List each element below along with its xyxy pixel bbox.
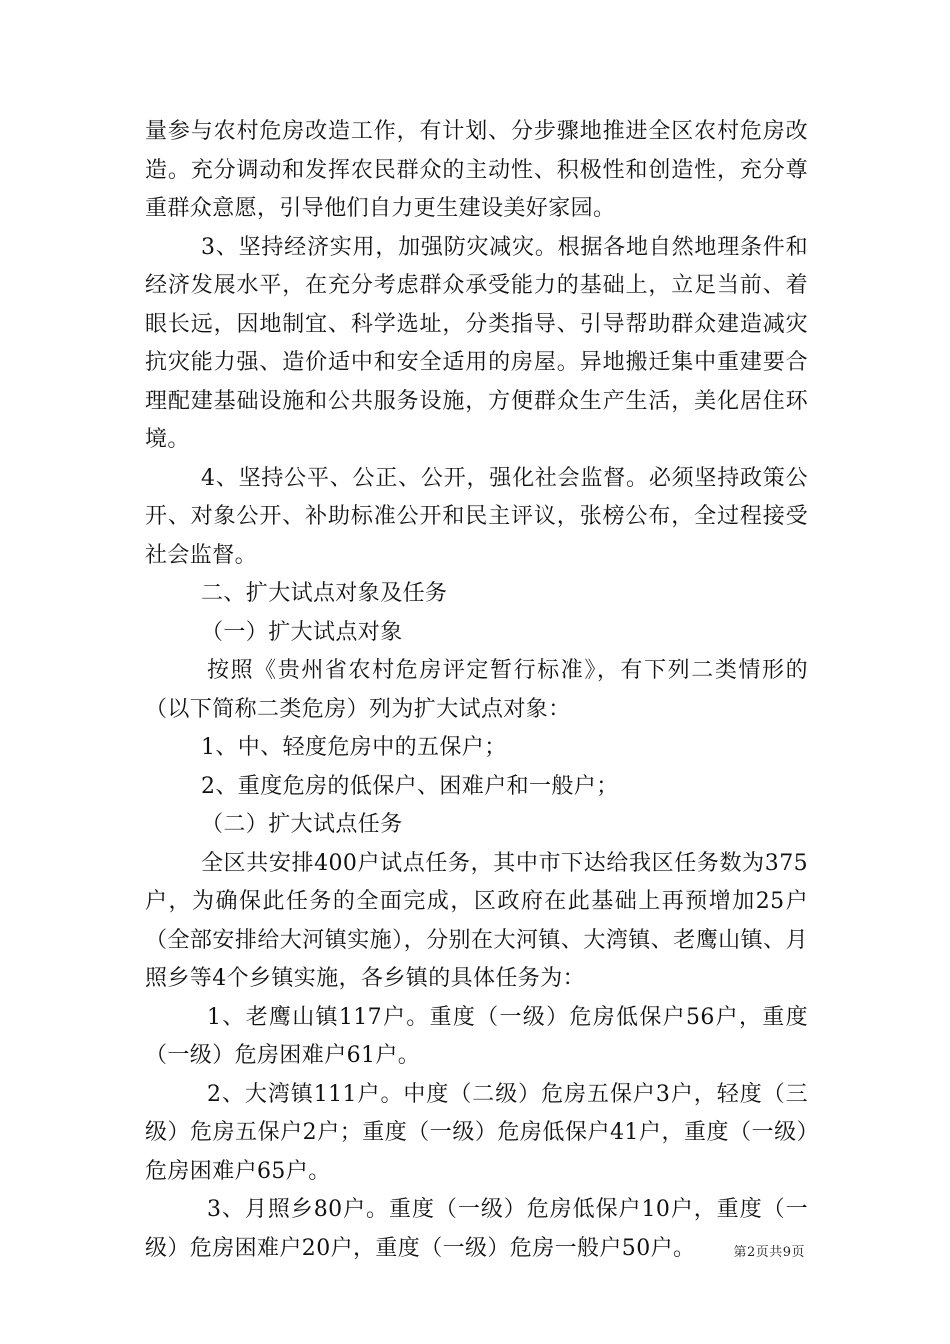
list-item-2: 2、重度危房的低保户、困难户和一般户；	[201, 773, 619, 799]
paragraph-principle-3: 3、坚持经济实用，加强防灾减灾。根据各地自然地理条件和经济发展水平，在充分考虑群众承受能力的基础上，立足当前、着眼长远，因地制宜、科学选址，分类指导、引导帮助群众建造减灾抗灾能力强、造价适中和安全适用的房屋。异地搬迁集中重建要合理配建基础设施和公共服务设施，方便群众生产生活，美化居住环境。	[145, 234, 808, 452]
task-item-1: 1、老鹰山镇117户。重度（一级）危房低保户56户，重度（一级）危房困难户61户。	[145, 1004, 808, 1068]
subsection-heading-2: （二）扩大试点任务	[201, 812, 403, 837]
paragraph-continuation: 量参与农村危房改造工作，有计划、分步骤地推进全区农村危房改造。充分调动和发挥农民群众的主动性、积极性和创造性，充分尊重群众意愿，引导他们自力更生建设美好家园。	[145, 119, 808, 221]
paragraph-task-summary: 全区共安排400户试点任务，其中市下达给我区任务数为375户，为确保此任务的全面完成，区政府在此基础上再预增加25户（全部安排给大河镇实施），分别在大河镇、大湾镇、老鹰山镇、月照乡等4个乡镇实施，各乡镇的具体任务为：	[145, 850, 808, 991]
paragraph-principle-4: 4、坚持公平、公正、公开，强化社会监督。必须坚持政策公开、对象公开、补助标准公开和民主评议，张榜公布，全过程接受社会监督。	[145, 465, 808, 568]
task-item-2: 2、大湾镇111户。中度（二级）危房五保户3户，轻度（三级）危房五保户2户；重度（一级）危房低保户41户，重度（一级）危房困难户65户。	[145, 1081, 808, 1184]
document-body	[145, 113, 808, 1268]
list-item-1: 1、中、轻度危房中的五保户；	[201, 735, 507, 760]
paragraph-criteria: 按照《贵州省农村危房评定暂行标准》，有下列二类情形的（以下简称二类危房）列为扩大试点对象：	[145, 658, 808, 722]
subsection-heading-1: （一）扩大试点对象	[201, 619, 403, 645]
task-item-3: 3、月照乡80户。重度（一级）危房低保户10户，重度（一级）危房困难户20户，重度（一级）危房一般户50户。	[145, 1197, 808, 1261]
page-number: 第2页共9页	[733, 1245, 805, 1260]
section-heading-2: 二、扩大试点对象及任务	[201, 581, 448, 606]
